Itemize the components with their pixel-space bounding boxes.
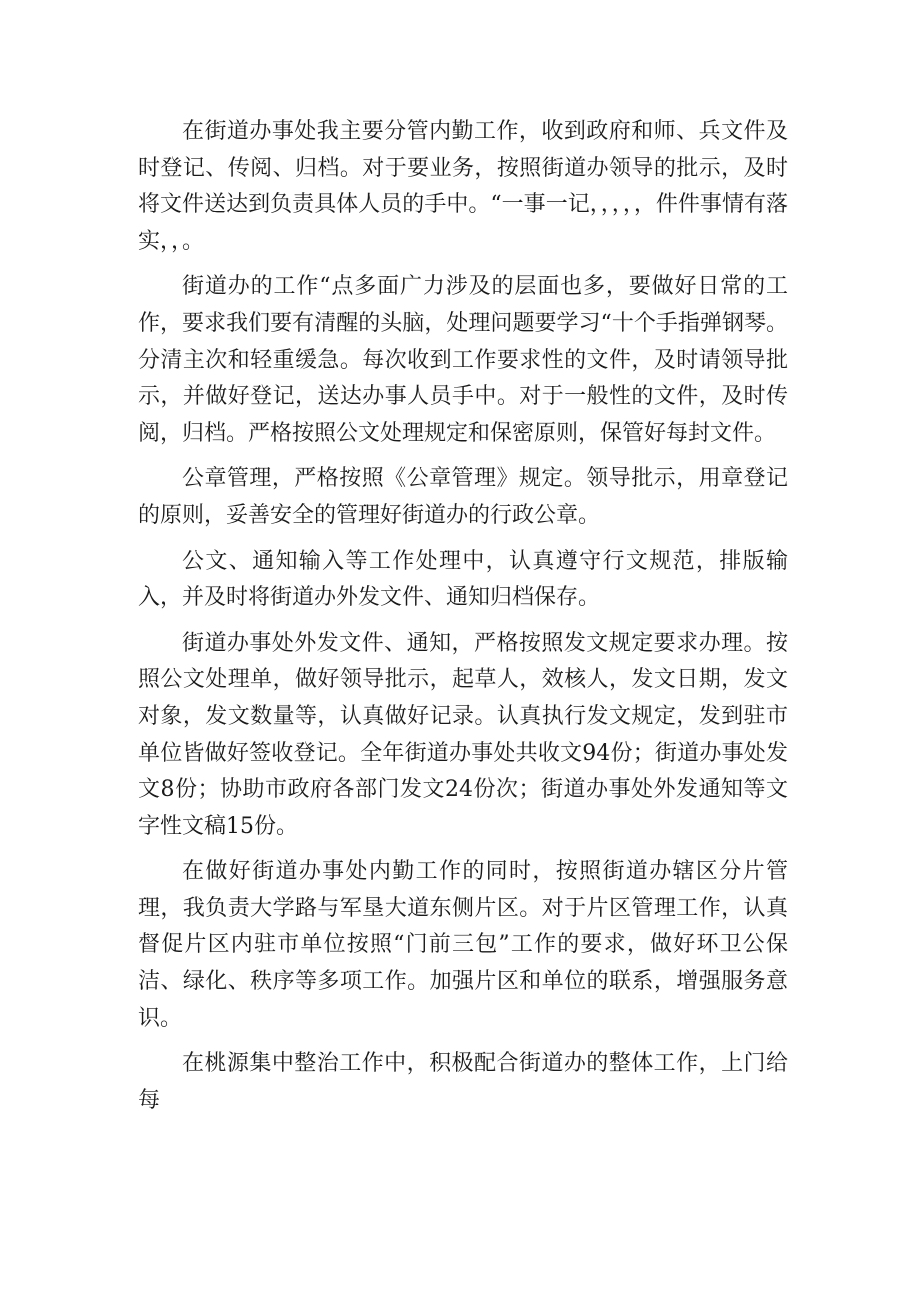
paragraph-outgoing-documents: 街道办事处外发文件、通知，严格按照发文规定要求办理。按照公文处理单，做好领导批示，起草人，效核人，发文日期，发文对象，发文数量等，认真做好记录。认真执行发文规定，发到驻市单位皆做好签收登记。全年街道办事处共收文94份；街道办事处发文8份；协助市政府各部门发文24份次；街道办事处外发通知等文字性文稿15份。 — [138, 630, 788, 839]
paragraph-district-management: 在做好街道办事处内勤工作的同时，按照街道办辖区分片管理，我负责大学路与军垦大道东侧片区。对于片区管理工作，认真督促片区内驻市单位按照“门前三包”工作的要求，做好环卫公保洁、绿化、秩序等多项工作。加强片区和单位的联系，增强服务意识。 — [138, 859, 788, 1031]
paragraph-taoyuan-rectification: 在桃源集中整治工作中，积极配合街道办的整体工作，上门给每 — [138, 1051, 788, 1113]
paragraph-daily-work: 街道办的工作“点多面广力涉及的层面也多，要做好日常的工作，要求我们要有清醒的头脑，处理问题要学习“十个手指弹钢琴。分清主次和轻重缓急。每次收到工作要求性的文件，及时请领导批示，并做好登记，送达办事人员手中。对于一般性的文件，及时传阅，归档。严格按照公文处理规定和保密原则，保管好每封文件。 — [138, 274, 788, 446]
document-body — [138, 114, 788, 1119]
paragraph-seal-management: 公章管理，严格按照《公章管理》规定。领导批示，用章登记的原则，妥善安全的管理好街道办的行政公章。 — [138, 466, 788, 528]
paragraph-document-input: 公文、通知输入等工作处理中，认真遵守行文规范，排版输入，并及时将街道办外发文件、通知归档保存。 — [138, 548, 788, 611]
paragraph-internal-affairs: 在街道办事处我主要分管内勤工作，收到政府和师、兵文件及时登记、传阅、归档。对于要业务，按照街道办领导的批示，及时将文件送达到负责具体人员的手中。“一事一记，，，，，件件事情有落实，，。 — [138, 119, 788, 254]
